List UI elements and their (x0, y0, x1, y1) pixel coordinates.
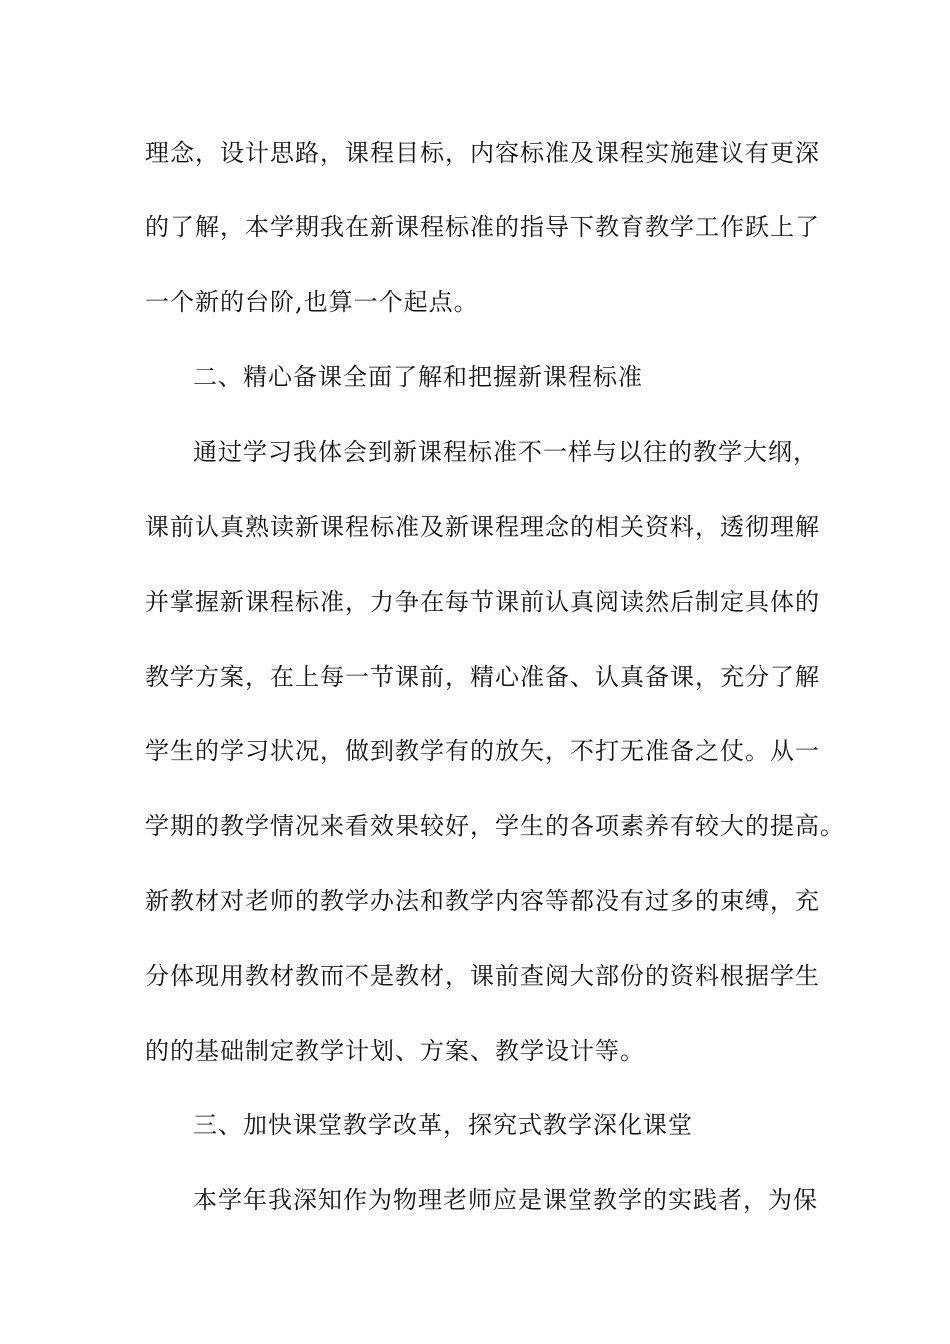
text-line: 分体现用教材教而不是教材，课前查阅大部份的资料根据学生 (145, 962, 820, 990)
text-line: 课前认真熟读新课程标准及新课程理念的相关资料，透彻理解 (145, 513, 820, 541)
text-line: 本学年我深知作为物理老师应是课堂教学的实践者，为保 (193, 1186, 818, 1214)
text-line: 通过学习我体会到新课程标准不一样与以往的教学大纲， (193, 438, 818, 466)
text-line: 的的基础制定教学计划、方案、教学设计等。 (145, 1037, 645, 1065)
text-line: 理念，设计思路，课程目标，内容标准及课程实施建议有更深 (145, 139, 820, 167)
text-line: 学期的教学情况来看效果较好，学生的各项素养有较大的提高。 (145, 812, 845, 840)
section-heading: 三、加快课堂教学改革，探究式教学深化课堂 (193, 1111, 693, 1139)
text-line: 的了解，本学期我在新课程标准的指导下教育教学工作跃上了 (145, 213, 820, 241)
section-heading: 二、精心备课全面了解和把握新课程标准 (193, 363, 643, 391)
text-line: 并掌握新课程标准，力争在每节课前认真阅读然后制定具体的 (145, 588, 820, 616)
text-line: 新教材对老师的教学办法和教学内容等都没有过多的束缚，充 (145, 887, 820, 915)
text-line: 一个新的台阶,也算一个起点。 (145, 288, 479, 316)
text-line: 学生的学习状况，做到教学有的放矢，不打无准备之仗。从一 (145, 737, 820, 765)
text-line: 教学方案，在上每一节课前，精心准备、认真备课，充分了解 (145, 663, 820, 691)
